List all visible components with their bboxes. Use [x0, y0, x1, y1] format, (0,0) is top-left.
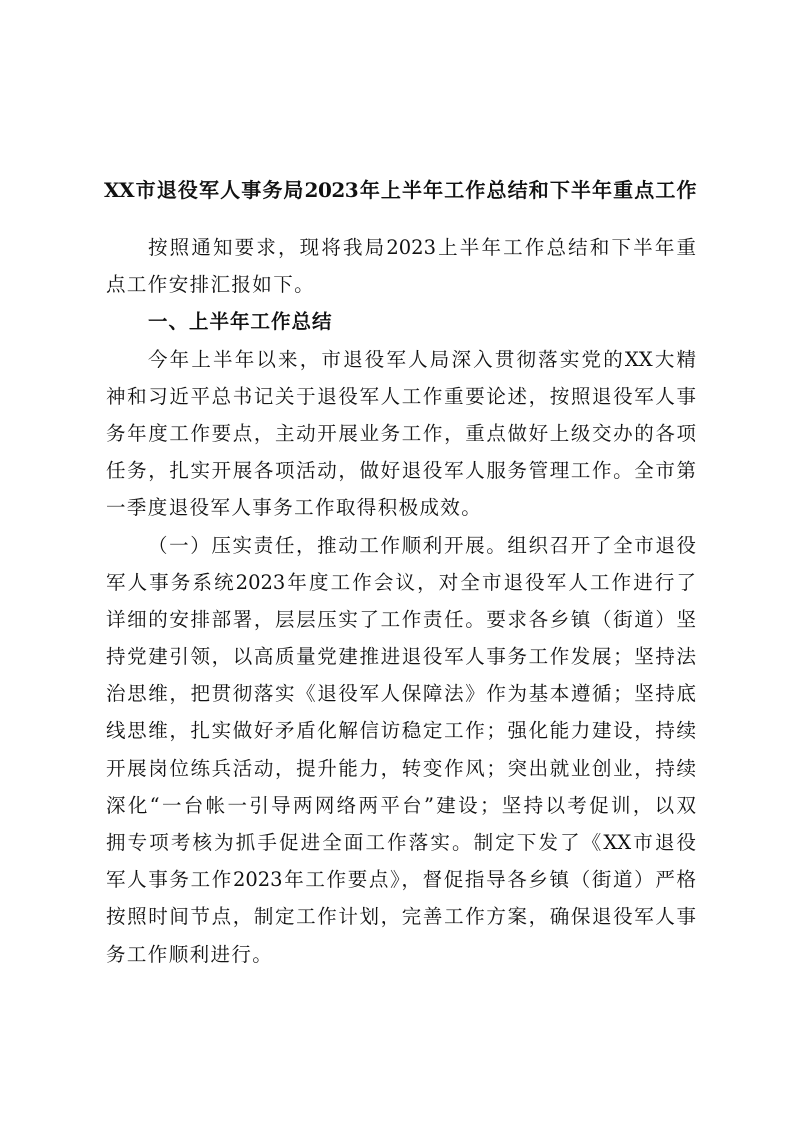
paragraph-line: 任务，扎实开展各项活动，做好退役军人服务管理工作。全市第	[106, 459, 696, 483]
paragraph-line: 深化“一台帐一引导两网络两平台”建设；坚持以考促训，以双	[106, 793, 696, 817]
paragraph-line: 按照时间节点，制定工作计划，完善工作方案，确保退役军人事	[106, 905, 696, 929]
paragraph-line: 点工作安排汇报如下。	[106, 273, 316, 297]
paragraph-line: 详细的安排部署，层层压实了工作责任。要求各乡镇（街道）坚	[106, 607, 696, 631]
paragraph-line: 神和习近平总书记关于退役军人工作重要论述，按照退役军人事	[106, 384, 696, 408]
paragraph-line: 治思维，把贯彻落实《退役军人保障法》作为基本遵循；坚持底	[106, 682, 696, 706]
paragraph-line: 一季度退役军人事务工作取得积极成效。	[106, 496, 483, 520]
paragraph-line: 线思维，扎实做好矛盾化解信访稳定工作；强化能力建设，持续	[106, 719, 696, 743]
paragraph-line: 军人事务工作2023年工作要点》，督促指导各乡镇（街道）严格	[106, 868, 696, 892]
section-heading: 一、上半年工作总结	[148, 310, 333, 334]
paragraph-line: 开展岗位练兵活动，提升能力，转变作风；突出就业创业，持续	[106, 756, 696, 780]
document-title: XX市退役军人事务局2023年上半年工作总结和下半年重点工作	[104, 178, 696, 202]
paragraph-line: 拥专项考核为抓手促进全面工作落实。制定下发了《XX市退役	[106, 831, 696, 854]
paragraph-line: 务工作顺利进行。	[106, 942, 274, 966]
paragraph-line: 务年度工作要点，主动开展业务工作，重点做好上级交办的各项	[106, 421, 696, 445]
paragraph-line: 今年上半年以来，市退役军人局深入贯彻落实党的XX大精	[148, 347, 696, 371]
paragraph-line: 军人事务系统2023年度工作会议，对全市退役军人工作进行了	[106, 570, 696, 594]
paragraph-line: 持党建引领，以高质量党建推进退役军人事务工作发展；坚持法	[106, 645, 696, 669]
paragraph-line: 按照通知要求，现将我局2023上半年工作总结和下半年重	[148, 236, 696, 259]
document-body	[106, 229, 696, 973]
paragraph-line: （一）压实责任，推动工作顺利开展。组织召开了全市退役	[148, 533, 696, 557]
